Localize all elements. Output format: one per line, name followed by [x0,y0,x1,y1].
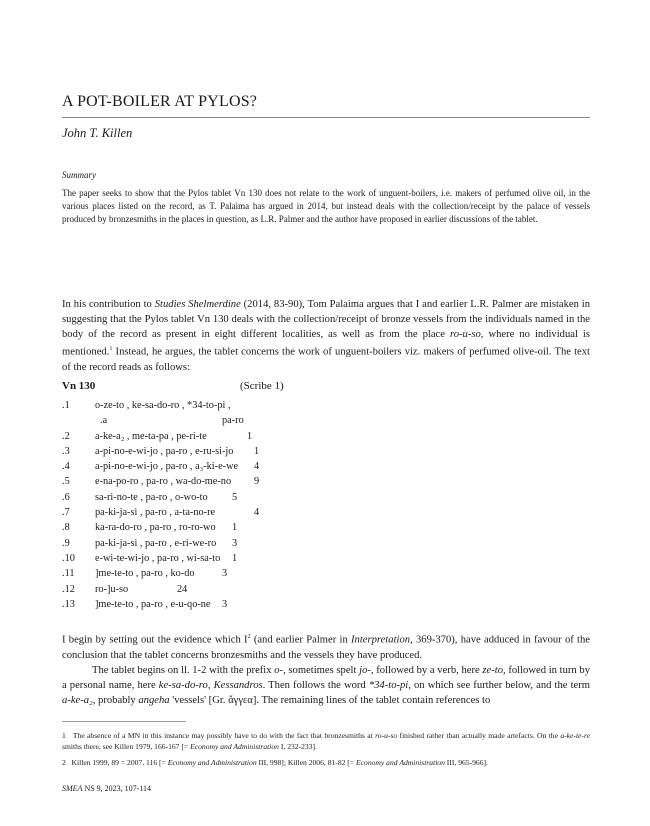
text-run: , sometimes spelt [283,664,360,676]
text-run-italic: Economy and Administration [167,758,257,767]
text-run: , probably [92,694,139,706]
text-run-italic: angeha [138,694,170,706]
text-run-italic: Studies Shelmerdine [154,299,241,310]
line-quantity: 4 [254,461,260,473]
line-quantity: pa-ro [222,415,244,427]
title-rule [62,117,590,118]
line-text: a-ke-a₂ , me-ta-pa , pe-ri-te [95,430,207,442]
line-quantity: 5 [232,491,238,503]
line-text: .a [100,415,108,427]
footnote-ref[interactable]: 1 [109,346,113,352]
text-run-italic: ze-to [482,664,503,676]
text-run-italic: ke-sa-do-ro, Kessandros [158,679,263,691]
tablet-id: Vn 130 [62,380,96,392]
line-number: .7 [62,507,70,519]
text-run: I begin by setting out the evidence which I [62,634,248,646]
text-run-italic: Interpretation [351,634,411,646]
line-quantity: 1 [254,445,260,457]
line-quantity: 3 [222,598,228,610]
footnote-ref[interactable]: 2 [247,634,251,640]
line-number: .12 [62,583,75,595]
text-run: III, 965-966]. [444,758,488,767]
text-run: smiths there, see Killen 1979, 166-167 [= [62,742,191,751]
line-text: sa-ri-no-te , pa-ro , o-wo-to [95,491,208,503]
footnote-1 [62,730,590,752]
line-number: .8 [62,522,70,534]
line-text: e-na-po-ro , pa-ro , wa-do-me-no [95,476,232,488]
text-run-italic: o- [274,664,284,676]
text-run: finished rather than actually made artefacts. On the [397,731,561,740]
summary-text: The paper seeks to show that the Pylos tablet Vn 130 does not relate to the work of unguent-boilers, i.e. makers of perfumed olive oil, in the various places listed on the record, as T. Palaima has argued in 2014, but instead deals with the collection/receipt by the palace of vessels produced by bronzesmiths in the places in question, as L.R. Palmer and the author have proposed in earlier discussions of the tablet. [62,188,590,224]
text-run: , 369-370), have adduced in favour of the conclusion that the tablet concerns bronzesmiths and the vessels they have produced. [62,634,590,661]
text-run: (and earlier Palmer in [250,634,352,646]
tablet-scribe: (Scribe 1) [240,380,284,392]
line-number: .5 [62,476,70,488]
text-run-italic: Economy and Administration [190,742,279,751]
line-text: pa-ki-ja-si , pa-ro , a-ta-no-re [95,507,216,519]
paragraph-evidence [62,630,590,708]
text-run: , followed in turn by a personal name, here [62,664,590,691]
line-number: .6 [62,491,70,503]
text-run: , on which see further below, and the term [408,679,590,691]
text-run: I, 232-233]. [278,742,317,751]
text-run-italic: ro-u-so [449,329,481,340]
line-text: ka-ra-do-ro , pa-ro , ro-ro-wo [95,522,216,534]
line-number: .4 [62,461,70,473]
line-text: ]me-te-to , pa-ro , ko-do [95,568,195,580]
line-text: pa-ki-ja-si , pa-ro , e-ri-we-ro [95,537,217,549]
text-run-italic: ro-u-so [375,731,398,740]
page-footer [62,784,151,793]
text-run: In his contribution to [62,299,155,310]
article-title: A POT-BOILER AT PYLOS? [62,93,258,110]
line-number: .10 [62,552,75,564]
line-quantity: 1 [232,552,238,564]
line-number: .3 [62,445,70,457]
line-quantity: 3 [232,537,238,549]
line-text: a-pi-no-e-wi-jo , pa-ro , a₃-ki-e-we [95,461,239,473]
line-text: e-wi-te-wi-jo , pa-ro , wi-sa-to [95,552,221,564]
text-run-italic: a-ke-a₂ [62,694,93,706]
line-quantity: 24 [177,583,188,595]
line-text: o-ze-to , ke-sa-do-ro , *34-to-pi , [95,400,231,411]
footnote-number: 2 [62,758,66,767]
paragraph-intro [62,297,590,375]
text-run: . Then follows the word [262,679,369,691]
line-quantity: 1 [247,430,253,442]
line-text: ro-]u-so [95,583,129,595]
text-run-italic: *34-to-pi [368,679,409,691]
summary-heading: Summary [62,170,96,180]
line-number: .2 [62,430,70,442]
line-number: .9 [62,537,70,549]
text-run: , where no individual is mentioned. [62,329,590,358]
line-quantity: 3 [222,568,228,580]
line-quantity: 4 [254,507,260,519]
line-number: .13 [62,598,75,610]
text-run: The tablet begins on ll. 1-2 with the prefix [92,664,275,676]
author-name: John T. Killen [62,126,133,140]
text-run: , followed by a verb, here [370,664,483,676]
text-run: (2014, 83-90), Tom Palaima argues that I and earlier L.R. Palmer are mistaken in suggesting that the Pylos tablet Vn 130 deals with the collection/receipt of bronze vessels from the individuals named in the body of the record as present in eight different localities, as well as from the place [62,299,591,340]
text-run: Killen 1999, 89 = 2007, 116 [= [71,758,168,767]
journal-name: SMEA [62,784,83,793]
footnote-2 [62,757,590,768]
line-quantity: 1 [232,522,238,534]
line-text: a-pi-no-e-wi-jo , pa-ro , e-ru-si-jo [95,445,234,457]
text-run-italic: a-ke-te-re [560,731,590,740]
footer-citation: NS 9, 2023, 107-114 [82,784,152,793]
footnote-number: 1 [62,731,66,740]
line-number: .1 [62,400,70,411]
line-quantity: 9 [254,476,260,488]
line-text: ]me-te-to , pa-ro , e-u-qo-ne [95,598,211,610]
text-run: Instead, he argues, the tablet concerns the work of unguent-boilers viz. makers of perfumed olive-oil. The text of the record reads as follows: [62,346,590,373]
text-run-italic: Economy and Administration [356,758,445,767]
text-run: The absence of a MN in this instance may possibly have to do with the fact that bronzesmiths at [72,731,376,740]
footnote-rule [62,721,186,722]
text-run: 'vessels' [Gr. ἄγγεα]. The remaining lines of the tablet contain references to [169,694,491,706]
text-run: III, 998]; Killen 2006, 81-82 [= [256,758,357,767]
text-run-italic: jo- [359,664,371,676]
line-number: .11 [62,568,75,580]
